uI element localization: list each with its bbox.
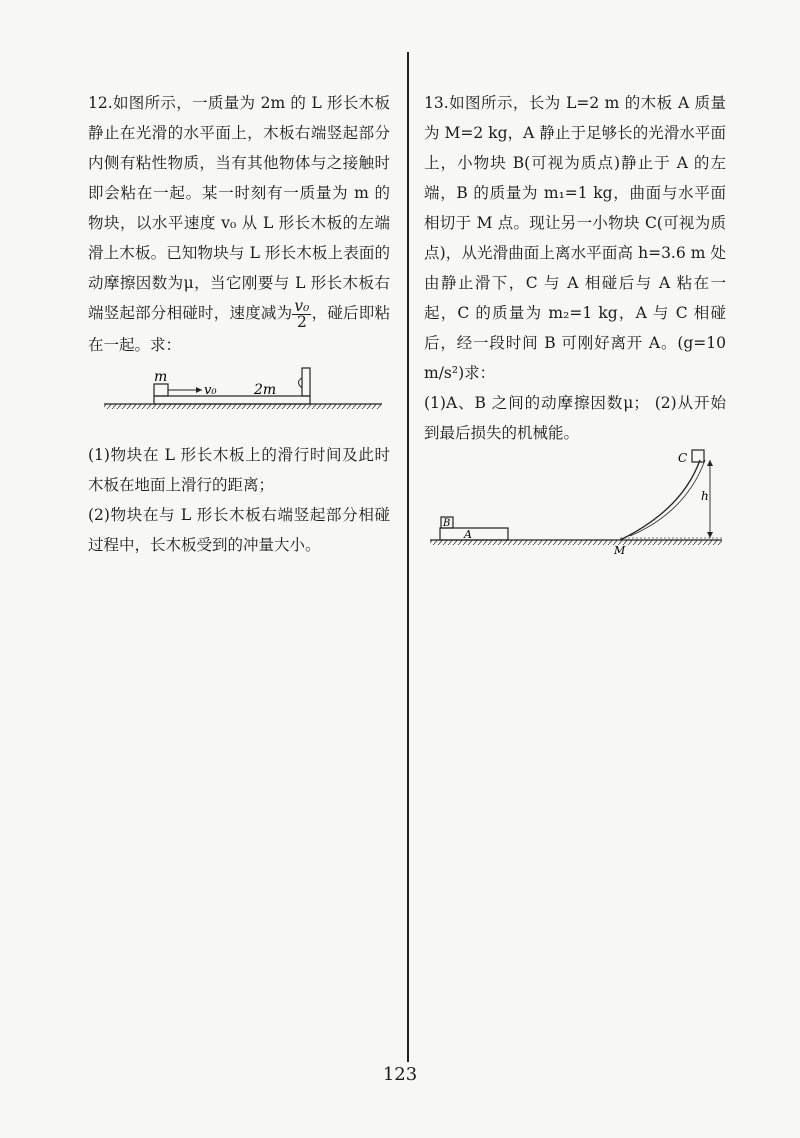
label-B: B [443,518,451,529]
height-arrow-head-bottom [707,532,713,538]
ground-hatching [104,404,382,409]
board-A [440,528,508,540]
problem-13-stem: 13.如图所示，长为 L=2 m 的木板 A 质量为 M=2 kg，A 静止于足够长的光滑水平面上，小物块 B(可视为质点)静止于 A 的左端，B 的质量为 m₁=1 kg，曲面与水平面相切于 M 点。现让另一小物块 C(可视为质点)，从光滑曲面上离水平面高 h=3.6 m 处由静止滑下，C 与 A 相碰后与 A 粘在一起，C 的质量为 m₂=1 kg，A 与 C 相碰后，经一段时间 B 可刚好离开 A。(g=10 m/s²)求： [424,94,726,382]
label-v0: v₀ [204,382,217,398]
label-m: m [154,368,168,385]
problem-13 [424,88,726,558]
label-h: h [701,489,709,503]
ground-hatching [430,540,722,545]
height-arrow-head-top [707,460,713,466]
problem-13-questions: (1)A、B 之间的动摩擦因数μ； (2)从开始到最后损失的机械能。 [424,394,726,442]
problem-12-text-end: ，碰后即粘在一起。求： [88,304,390,354]
fraction-v0-over-2 [292,296,311,331]
fraction-numerator: v₀ [294,296,310,315]
label-2m: 2m [254,381,277,398]
block-C [692,450,704,462]
small-block [154,384,168,396]
problem-12-text: 12.如图所示，一质量为 2m 的 L 形长木板静止在光滑的水平面上，木板右端竖起部分内侧有粘性物质，当有其他物体与之接触时即会粘在一起。某一时刻有一质量为 m 的物块，以水平速度 v₀ 从 L 形长木板的左端滑上木板。已知物块与 L 形长木板上表面的动摩擦因数为μ，当它刚要与 L 形长木板右端竖起部分相碰时，速度减为 [88,94,390,322]
arrow-head [196,387,202,393]
column-divider [407,52,409,1062]
fraction-denominator: 2 [296,312,307,331]
page-number: 123 [382,1064,418,1085]
curved-surface [620,460,700,540]
curved-surface-inner [630,460,705,536]
problem-12 [88,88,390,560]
problem-12-question-1: (1)物块在 L 形长木板上的滑行时间及此时木板在地面上滑行的距离； [88,445,390,494]
label-M: M [614,544,626,557]
problem-12-question-2: (2)物块在与 L 形长木板右端竖起部分相碰过程中，长木板受到的冲量大小。 [88,505,390,554]
label-C: C [678,451,688,465]
problem-12-diagram [88,360,390,432]
problem-13-diagram [424,448,726,558]
board-vertical-end [302,368,310,396]
label-A: A [464,528,472,541]
long-board [154,396,310,404]
problem-12-stem [88,88,390,360]
